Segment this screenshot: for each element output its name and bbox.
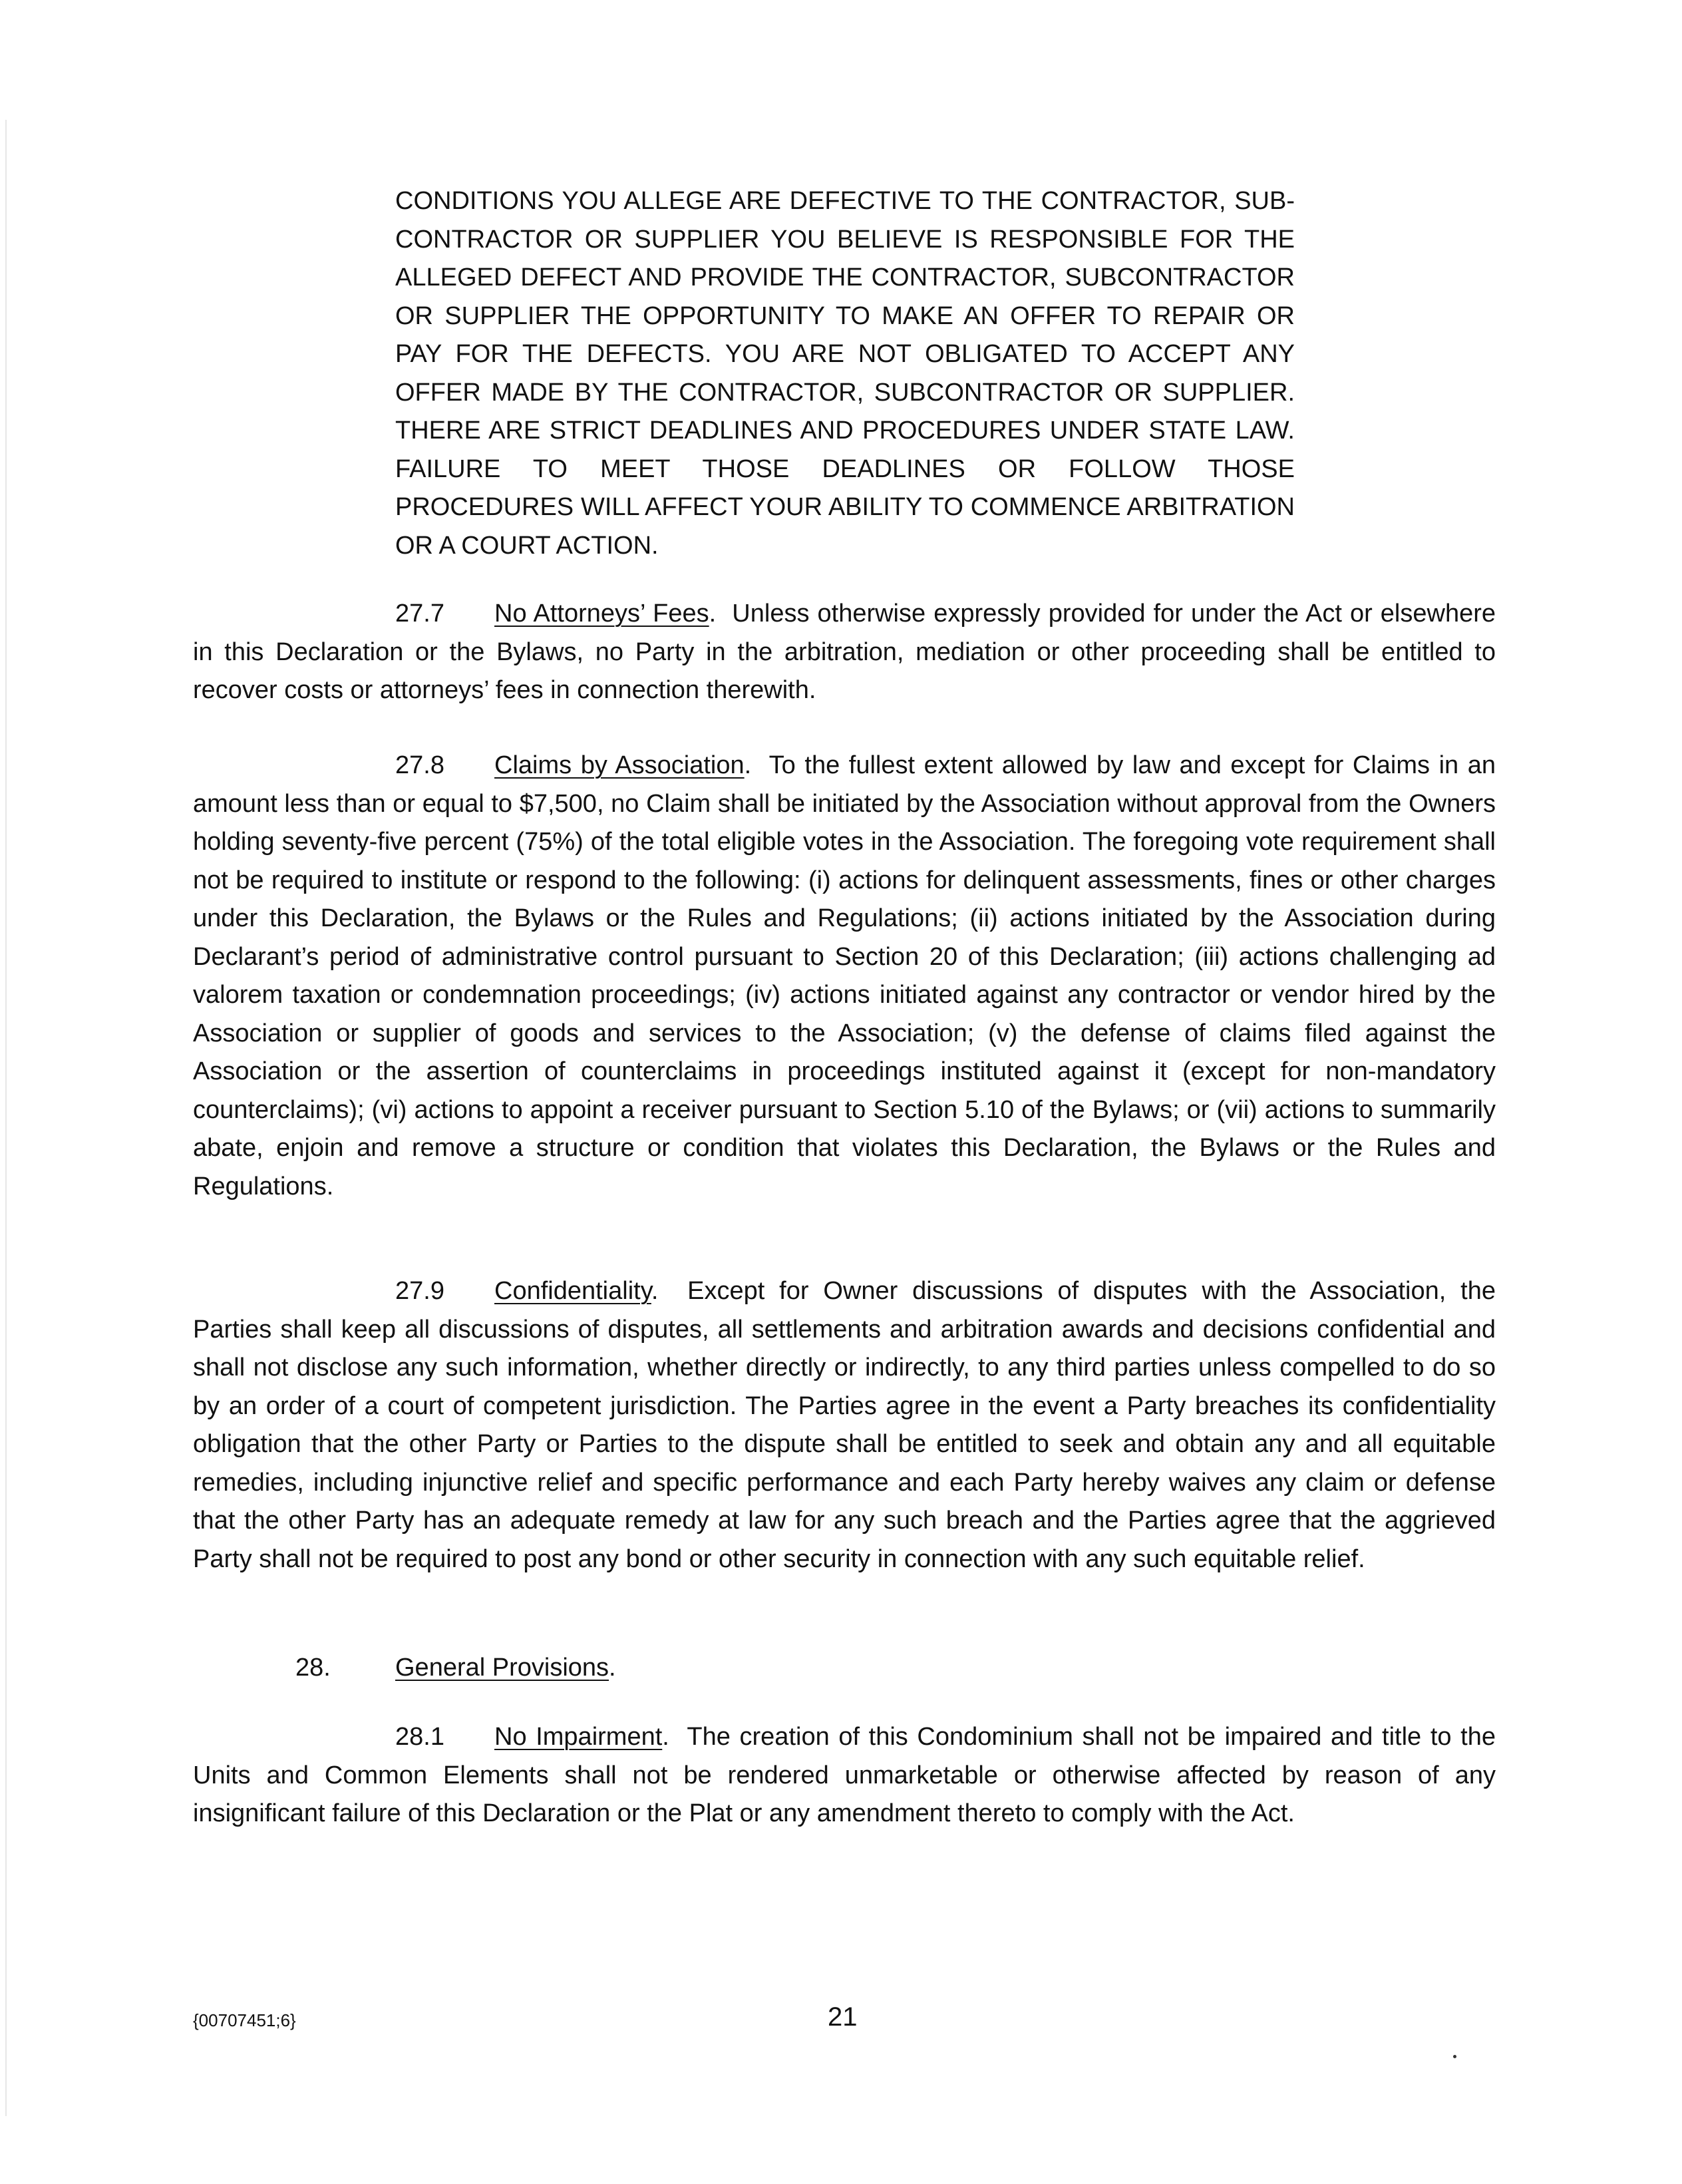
section-number: 27.8 xyxy=(395,751,444,779)
section-number: 27.7 xyxy=(395,600,444,628)
section-number: 28.1 xyxy=(395,1723,444,1751)
section-title: Claims by Association xyxy=(494,751,745,779)
section-number: 27.9 xyxy=(395,1277,444,1305)
scan-speck xyxy=(1453,2055,1456,2058)
page-number: 21 xyxy=(828,2002,858,2032)
section-28-heading: 28. General Provisions. xyxy=(295,1649,616,1688)
section-28-1: 28.1 No Impairment. The creation of this Condominium shall not be impaired and title to the Units and Common Elements shall not be rendered unmarketable or otherwise affected by reason of any insignificant failure of this Declaration or the Plat or any amendment thereto to comply with the Act. xyxy=(193,1718,1496,1833)
section-text: Except for Owner discussions of disputes with the Association, the Parties shall keep all discussions of disputes, all settlements and arbitration awards and decisions confidential and shall not disclose any such information, whether directly or indirectly, to any third parties unless compelled to do so by an order of a court of competent jurisdiction. The Parties agree in the event a Party breaches its confidentiality obligation that the other Party or Parties to the dispute shall be entitled to seek and obtain any and all equitable remedies, including injunctive relief and specific performance and each Party hereby waives any claim or defense that the other Party has an adequate remedy at law for any such breach and the Parties agree that the aggrieved Party shall not be required to post any bond or other security in connection with any such equitable relief. xyxy=(193,1277,1496,1573)
section-title: No Impairment xyxy=(494,1723,663,1751)
document-id: {00707451;6} xyxy=(193,2010,296,2030)
section-text: Unless otherwise expressly provided for under the Act or elsewhere in this Declaration or the Bylaws, no Party in the arbitration, mediation or other proceeding shall be entitled to recover costs or attorneys’ fees in connection therewith. xyxy=(193,600,1496,704)
heading-title: General Provisions xyxy=(395,1654,609,1682)
section-27-9: 27.9 Confidentiality. Except for Owner discussions of disputes with the Association, the Parties shall keep all discussions of disputes, all settlements and arbitration awards and decisions confidential and shall not disclose any such information, whether directly or indirectly, to any third parties unless compelled to do so by an order of a court of competent jurisdiction. The Parties agree in the event a Party breaches its confidentiality obligation that the other Party or Parties to the dispute shall be entitled to seek and obtain any and all equitable remedies, including injunctive relief and specific performance and each Party hereby waives any claim or defense that the other Party has an adequate remedy at law for any such breach and the Parties agree that the aggrieved Party shall not be required to post any bond or other security in connection with any such equitable relief. xyxy=(193,1272,1496,1578)
heading-number: 28. xyxy=(295,1654,331,1682)
scan-edge-line xyxy=(5,120,7,2116)
section-text: To the fullest extent allowed by law and except for Claims in an amount less than or equal to $7,500, no Claim shall be initiated by the Association without approval from the Owners holding seventy-five percent (75%) of the total eligible votes in the Association. The foregoing vote requirement shall not be required to institute or respond to the following: (i) actions for delinquent assessments, fines or other charges under this Declaration, the Bylaws or the Rules and Regulations; (ii) actions initiated by the Association during Declarant’s period of administrative control pursuant to Section 20 of this Declaration; (iii) actions challenging ad valorem taxation or condemnation proceedings; (iv) actions initiated against any contractor or vendor hired by the Association or supplier of goods and services to the Association; (v) the defense of claims filed against the Association or the assertion of counterclaims in proceedings instituted against it (except for non-mandatory counterclaims); (vi) actions to appoint a receiver pursuant to Section 5.10 of the Bylaws; or (vii) actions to summarily abate, enjoin and remove a structure or condition that violates this Declaration, the Bylaws or the Rules and Regulations. xyxy=(193,751,1496,1200)
section-27-8: 27.8 Claims by Association. To the fullest extent allowed by law and except for Claims in an amount less than or equal to $7,500, no Claim shall be initiated by the Association without approval from the Owners holding seventy-five percent (75%) of the total eligible votes in the Association. The foregoing vote requirement shall not be required to institute or respond to the following: (i) actions for delinquent assessments, fines or other charges under this Declaration, the Bylaws or the Rules and Regulations; (ii) actions initiated by the Association during Declarant’s period of administrative control pursuant to Section 20 of this Declaration; (iii) actions challenging ad valorem taxation or condemnation proceedings; (iv) actions initiated against any contractor or vendor hired by the Association or supplier of goods and services to the Association; (v) the defense of claims filed against the Association or the assertion of counterclaims in proceedings instituted against it (except for non-mandatory counterclaims); (vi) actions to appoint a receiver pursuant to Section 5.10 of the Bylaws; or (vii) actions to summarily abate, enjoin and remove a structure or condition that violates this Declaration, the Bylaws or the Rules and Regulations. xyxy=(193,747,1496,1206)
section-27-7: 27.7 No Attorneys’ Fees. Unless otherwise expressly provided for under the Act or elsewhere in this Declaration or the Bylaws, no Party in the arbitration, mediation or other proceeding shall be entitled to recover costs or attorneys’ fees in connection therewith. xyxy=(193,595,1496,710)
section-title: No Attorneys’ Fees xyxy=(494,600,709,628)
section-text: The creation of this Condominium shall not be impaired and title to the Units and Common Elements shall not be rendered unmarketable or otherwise affected by reason of any insignificant failure of this Declaration or the Plat or any amendment thereto to comply with the Act. xyxy=(193,1723,1496,1827)
caps-notice-paragraph: CONDITIONS YOU ALLEGE ARE DEFECTIVE TO THE CONTRACTOR, SUB-CONTRACTOR OR SUPPLIER YOU BELIEVE IS RESPONSIBLE FOR THE ALLEGED DEFECT AND PROVIDE THE CONTRACTOR, SUBCONTRACTOR OR SUPPLIER THE OPPORTUNITY TO MAKE AN OFFER TO REPAIR OR PAY FOR THE DEFECTS. YOU ARE NOT OBLIGATED TO ACCEPT ANY OFFER MADE BY THE CONTRACTOR, SUBCONTRACTOR OR SUPPLIER. THERE ARE STRICT DEADLINES AND PROCEDURES UNDER STATE LAW. FAILURE TO MEET THOSE DEADLINES OR FOLLOW THOSE PROCEDURES WILL AFFECT YOUR ABILITY TO COMMENCE ARBITRATION OR A COURT ACTION. xyxy=(395,187,1295,560)
section-title: Confidentiality xyxy=(494,1277,651,1305)
